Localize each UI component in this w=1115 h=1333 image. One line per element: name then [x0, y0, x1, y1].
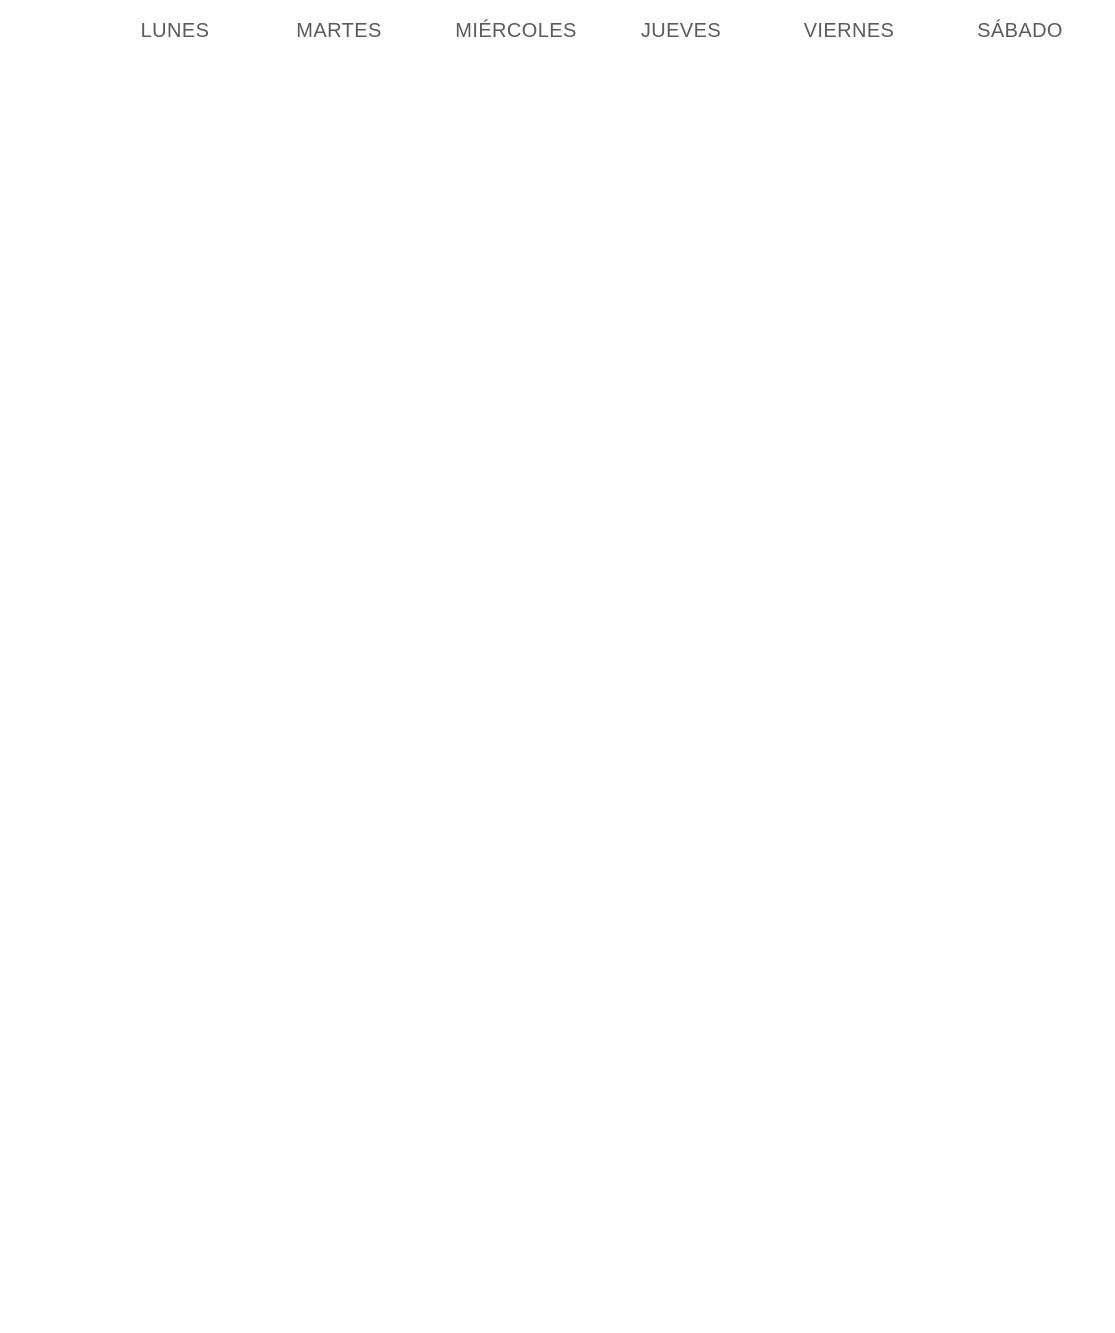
- day-header-sabado[interactable]: SÁBADO: [977, 20, 1063, 42]
- day-header-jueves[interactable]: JUEVES: [640, 20, 722, 42]
- day-header-viernes[interactable]: VIERNES: [803, 20, 895, 42]
- day-header-row: [0, 0, 1115, 62]
- day-header-martes[interactable]: MARTES: [296, 20, 382, 42]
- day-header-miercoles[interactable]: MIÉRCOLES: [455, 20, 577, 42]
- day-header-lunes[interactable]: LUNES: [140, 20, 210, 42]
- schedule-body: [0, 62, 1115, 1333]
